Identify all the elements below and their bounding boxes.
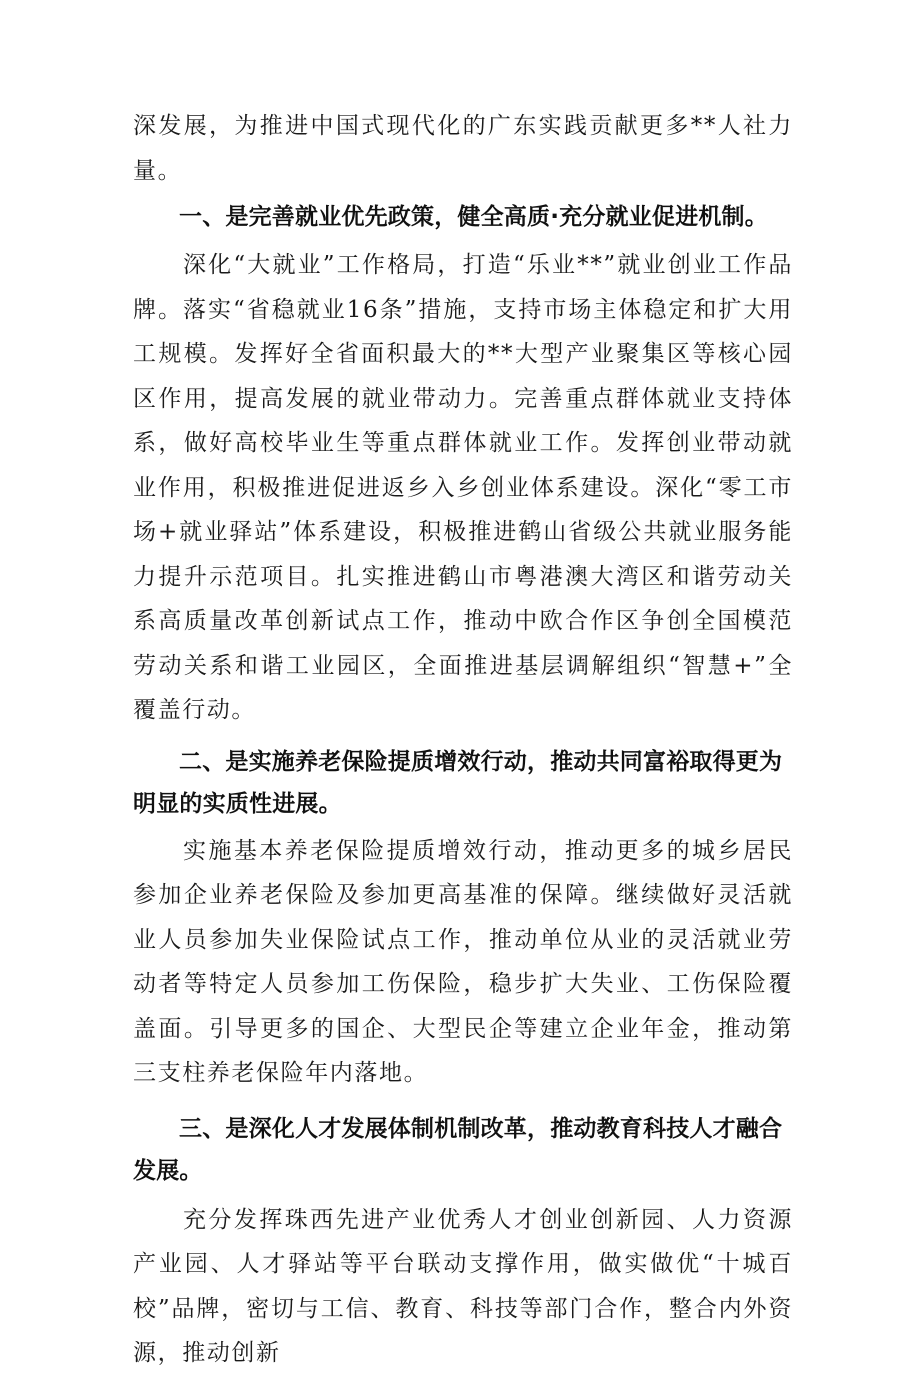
section-2-paragraph: 实施基本养老保险提质增效行动，推动更多的城乡居民参加企业养老保险及参加更高基准的保障。继续做好灵活就业人员参加失业保险试点工作，推动单位从业的灵活就业劳动者等特定人员参加工伤保险，稳步扩大失业、工伤保险覆盖面。引导更多的国企、大型民企等建立企业年金，推动第三支柱养老保险年内落地。 bbox=[133, 837, 793, 1086]
section-1-paragraph: 深化“大就业”工作格局，打造“乐业**”就业创业工作品牌。落实“省稳就业16条”措施，支持市场主体稳定和扩大用工规模。发挥好全省面积最大的**大型产业聚集区等核心园区作用，提高发展的就业带动力。完善重点群体就业支持体系，做好高校毕业生等重点群体就业工作。发挥创业带动就业作用，积极推进促进返乡入乡创业体系建设。深化“零工市场+就业驿站”体系建设，积极推进鹤山省级公共就业服务能力提升示范项目。扎实推进鹤山市粤港澳大湾区和谐劳动关系高质量改革创新试点工作，推动中欧合作区争创全国模范劳动关系和谐工业园区，全面推进基层调解组织“智慧+”全覆盖行动。 bbox=[133, 252, 793, 723]
section-3-heading: 三、是深化人才发展体制机制改革，推动教育科技人才融合发展。 bbox=[133, 1115, 783, 1184]
intro-paragraph: 深发展，为推进中国式现代化的广东实践贡献更多**人社力量。 bbox=[133, 113, 793, 184]
section-1-heading: 一、是完善就业优先政策，健全高质·充分就业促进机制。 bbox=[179, 204, 768, 230]
section-3-paragraph: 充分发挥珠西先进产业优秀人才创业创新园、人力资源产业园、人才驿站等平台联动支撑作用，做实做优“十城百校”品牌，密切与工信、教育、科技等部门合作，整合内外资源，推动创新 bbox=[133, 1206, 793, 1366]
document-body bbox=[133, 104, 793, 1376]
section-2-heading: 二、是实施养老保险提质增效行动，推动共同富裕取得更为明显的实质性进展。 bbox=[133, 748, 783, 817]
